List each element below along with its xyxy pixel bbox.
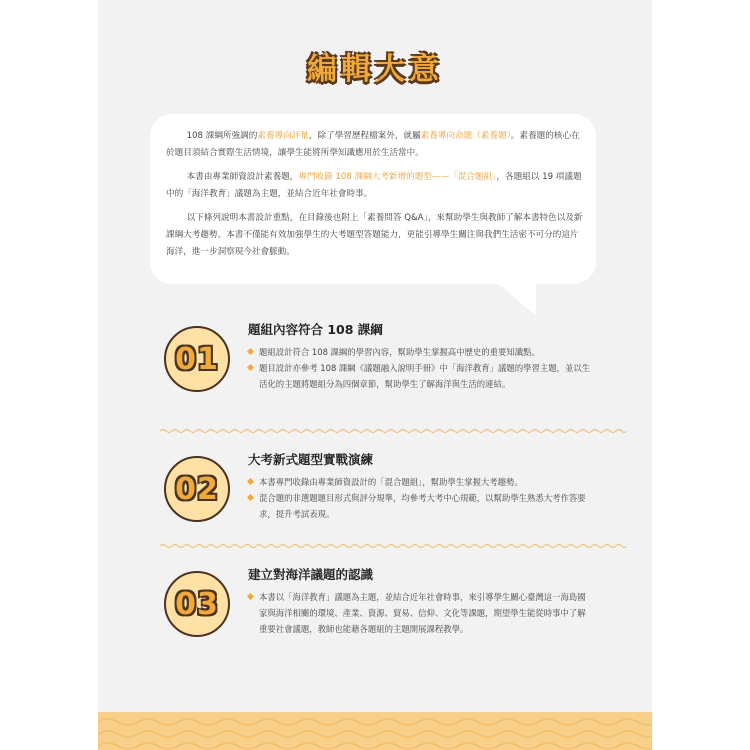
number-badge xyxy=(164,571,230,637)
intro-paragraph-3: 以下條列說明本書設計重點，在目錄後也附上「素養問答 Q&A」，來幫助學生與教師了解本書特色以及新課綱大考趨勢。本書不僅能有效加強學生的大考題型答題能力，更能引導學生關注與我們生活密不可分的這片海洋，進一步洞察現今社會脈動。 xyxy=(166,213,583,257)
number-badge xyxy=(164,456,230,522)
diamond-bullet-icon xyxy=(247,494,254,501)
list-item: 本書專門收錄由專業師資設計的「混合題組」，幫助學生掌握大考趨勢。 xyxy=(248,474,593,490)
page-title: 編輯大意 xyxy=(307,52,443,87)
bullet-list xyxy=(248,344,593,392)
highlight-text: 專門收錄 108 課綱大考新增的題型——「混合題組」 xyxy=(298,172,497,182)
number-badge xyxy=(164,326,230,392)
wave-pattern-band xyxy=(98,712,652,750)
diamond-bullet-icon xyxy=(247,348,254,355)
list-item: 混合題的非選題題目形式與評分規準，均參考大考中心規範，以幫助學生熟悉大考作答要求，提升考試表現。 xyxy=(248,490,593,522)
section-number: 02 xyxy=(175,472,219,507)
highlight-text: 素養導向評量 xyxy=(257,131,309,141)
bullet-list xyxy=(248,589,593,637)
list-item: 本書以「海洋教育」議題為主題，並結合近年社會時事，來引導學生關心臺灣這一海島國家與海洋相關的環境、產業、資源、貿易、信仰、文化等課題，期望學生能從時事中了解重要社會議題，教師也能藉各題組的主題開展課程教學。 xyxy=(248,589,593,637)
list-item: 題組設計符合 108 課綱的學習內容，幫助學生掌握高中歷史的重要知識點。 xyxy=(248,344,593,360)
diamond-bullet-icon xyxy=(247,478,254,485)
diamond-bullet-icon xyxy=(247,364,254,371)
section-title: 建立對海洋議題的認識 xyxy=(248,567,374,582)
section-number: 03 xyxy=(175,587,219,622)
section-number: 01 xyxy=(175,342,219,377)
wavy-divider xyxy=(160,428,626,434)
bullet-list xyxy=(248,474,593,522)
intro-paragraph-2: 本書由專業師資設計素養題，專門收錄 108 課綱大考新增的題型——「混合題組」，各題組以 19 項議題中的「海洋教育」議題為主題，並結合近年社會時事。 xyxy=(166,172,582,199)
highlight-text: 素養導向命題（素養題） xyxy=(420,131,511,141)
page xyxy=(98,0,652,750)
list-item: 題目設計亦參考 108 課綱《議題融入說明手冊》中「海洋教育」議題的學習主題，並以生活化的主題將題組分為四個章節，幫助學生了解海洋與生活的連結。 xyxy=(248,360,593,392)
intro-text xyxy=(166,128,586,268)
section-title: 題組內容符合 108 課綱 xyxy=(248,322,383,337)
section-title: 大考新式題型實戰演練 xyxy=(248,452,374,467)
intro-paragraph-1: 108 課綱所強調的素養導向評量，除了學習歷程檔案外，就屬素養導向命題（素養題）。素養題的核心在於題目須結合實際生活情境，讓學生能將所學知識應用於生活當中。 xyxy=(166,131,580,158)
wavy-divider xyxy=(160,543,626,549)
speech-bubble-tail xyxy=(496,282,536,316)
diamond-bullet-icon xyxy=(247,593,254,600)
